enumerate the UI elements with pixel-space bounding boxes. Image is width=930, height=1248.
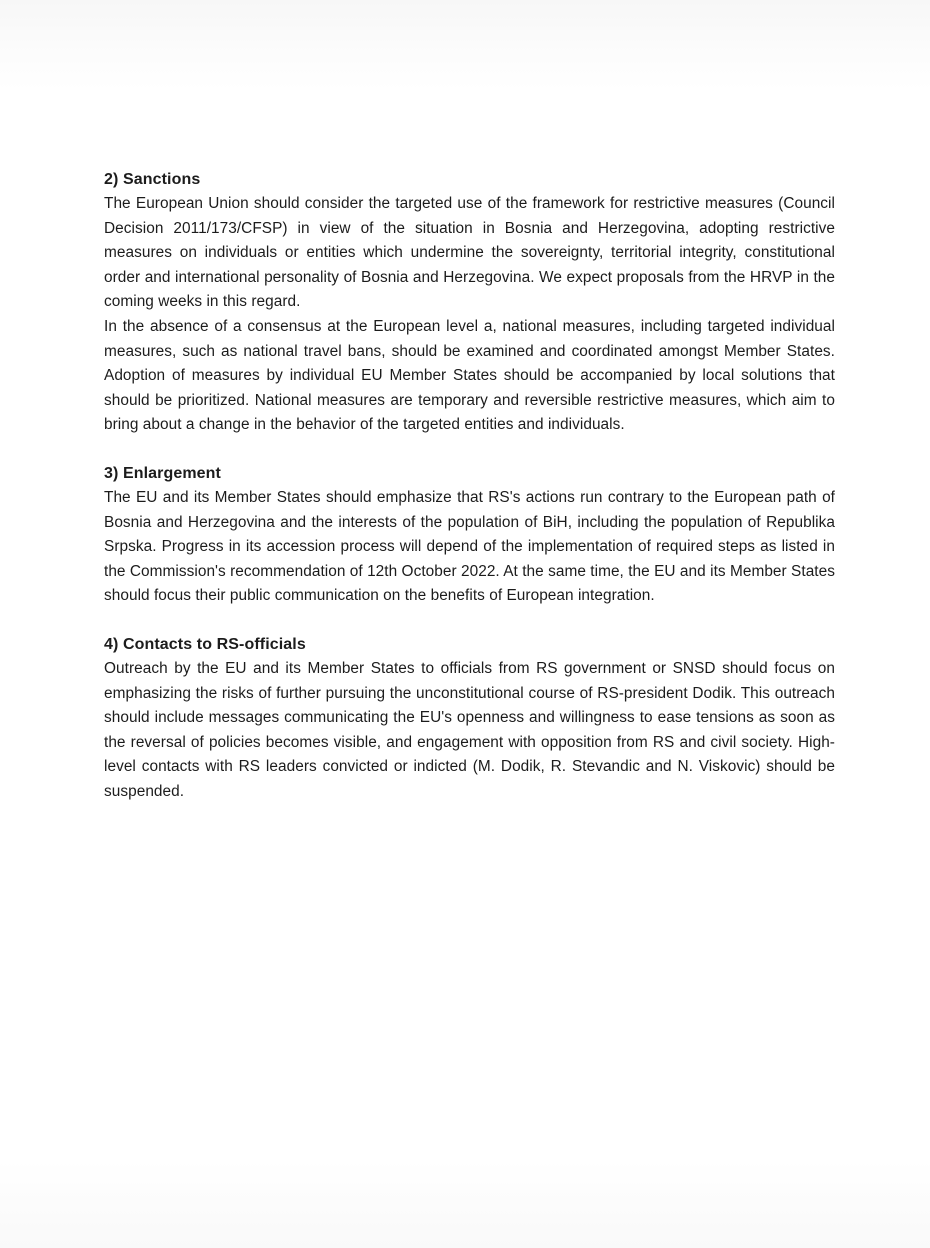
section-paragraph: Outreach by the EU and its Member States to officials from RS government or SNSD should focus on emphasizing the risks of further pursuing the unconstitutional course of RS-president Dodik. This outreach should include messages communicating the EU's openness and willingness to ease tensions as soon as the reversal of policies becomes visible, and engagement with opposition from RS and civil society. High-level contacts with RS leaders convicted or indicted (M. Dodik, R. Stevandic and N. Viskovic) should be suspended.	[104, 659, 835, 800]
section-heading: 2) Sanctions	[104, 171, 201, 188]
section-sanctions	[104, 168, 835, 438]
section-enlargement	[104, 462, 835, 609]
section-paragraph: The European Union should consider the targeted use of the framework for restrictive measures (Council Decision 2011/173/CFSP) in view of the situation in Bosnia and Herzegovina, adopting restrictive measures on individuals or entities which undermine the sovereignty, territorial integrity, constitutional order and international personality of Bosnia and Herzegovina. We expect proposals from the HRVP in the coming weeks in this regard.	[104, 195, 835, 311]
section-paragraph: In the absence of a consensus at the European level a, national measures, including targeted individual measures, such as national travel bans, should be examined and coordinated amongst Member States. Adoption of measures by individual EU Member States should be accompanied by local solutions that should be prioritized. National measures are temporary and reversible restrictive measures, which aim to bring about a change in the behavior of the targeted entities and individuals.	[104, 317, 835, 434]
document-body	[104, 168, 835, 804]
section-heading: 3) Enlargement	[104, 464, 221, 482]
section-contacts-rs-officials	[104, 633, 835, 805]
section-heading: 4) Contacts to RS-officials	[104, 635, 306, 653]
section-paragraph: The EU and its Member States should emphasize that RS's actions run contrary to the European path of Bosnia and Herzegovina and the interests of the population of BiH, including the population of Republika Srpska. Progress in its accession process will depend of the implementation of required steps as listed in the Commission's recommendation of 12th October 2022. At the same time, the EU and its Member States should focus their public communication on the benefits of European integration.	[104, 488, 835, 605]
